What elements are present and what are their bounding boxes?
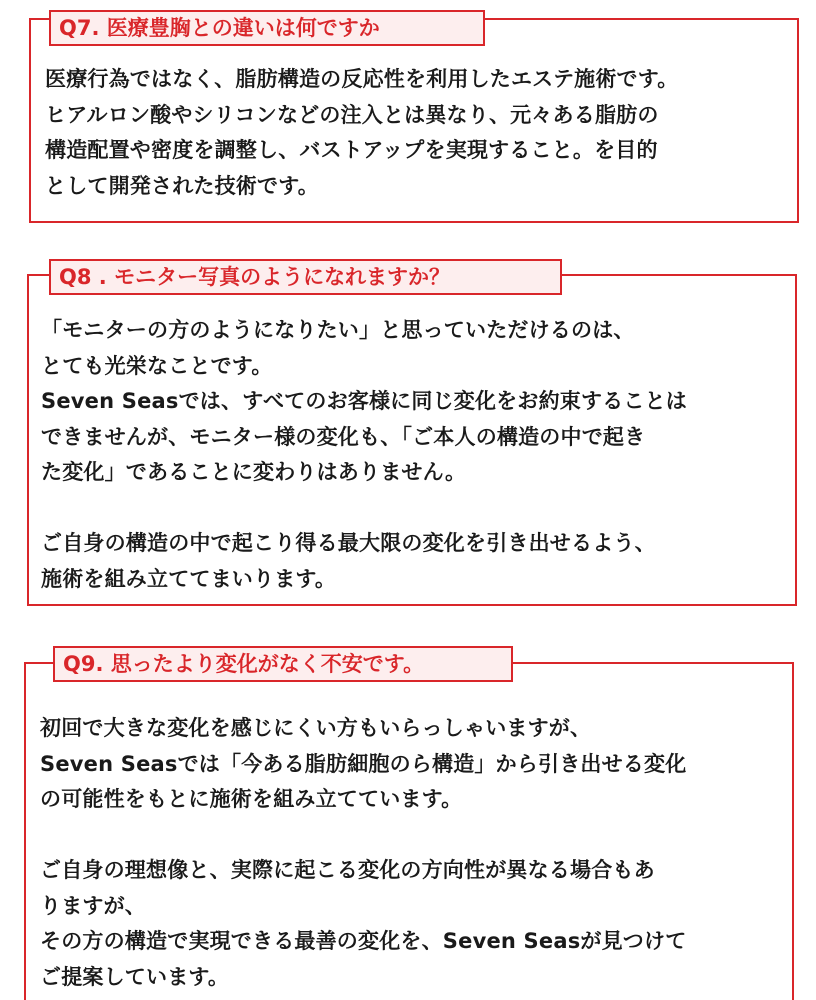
- faq-answer-q7: 医療行為ではなく、脂肪構造の反応性を利用したエステ施術です。 ヒアルロン酸やシリコンなどの注入とは異なり、元々ある脂肪の 構造配置や密度を調整し、バストアップを実現すること。を目的 として開発された技術です。: [45, 67, 679, 198]
- faq-question-q7: Q7. 医療豊胸との違いは何ですか: [49, 10, 485, 46]
- faq-question-q8: Q8 . モニター写真のようになれますか？: [49, 259, 562, 295]
- faq-item-q7: [29, 18, 799, 223]
- faq-item-q8: [27, 265, 797, 606]
- faq-answer-q9: 初回で大きな変化を感じにくい方もいらっしゃいますが、 Seven Seasでは「今ある脂肪細胞のら構造」から引き出せる変化 の可能性をもとに施術を組み立てています。 ご自身の理想像と、実際に起こる変化の方向性が異なる場合もあ りますが、 その方の構造で実現できる最善の変化を、Seven Seasが見つけて ご提案しています。: [40, 716, 687, 989]
- faq-item-q9: [24, 652, 794, 1000]
- faq-answer-q8: 「モニターの方のようになりたい」と思っていただけるのは、 とても光栄なことです。 Seven Seasでは、すべてのお客様に同じ変化をお約束することは できませんが、モニター様の変化も、「ご本人の構造の中で起き た変化」であることに変わりはありません。 ご自身の構造の中で起こり得る最大限の変化を引き出せるよう、 施術を組み立ててまいります。: [41, 318, 687, 591]
- faq-question-q9: Q9. 思ったより変化がなく不安です。: [53, 646, 513, 682]
